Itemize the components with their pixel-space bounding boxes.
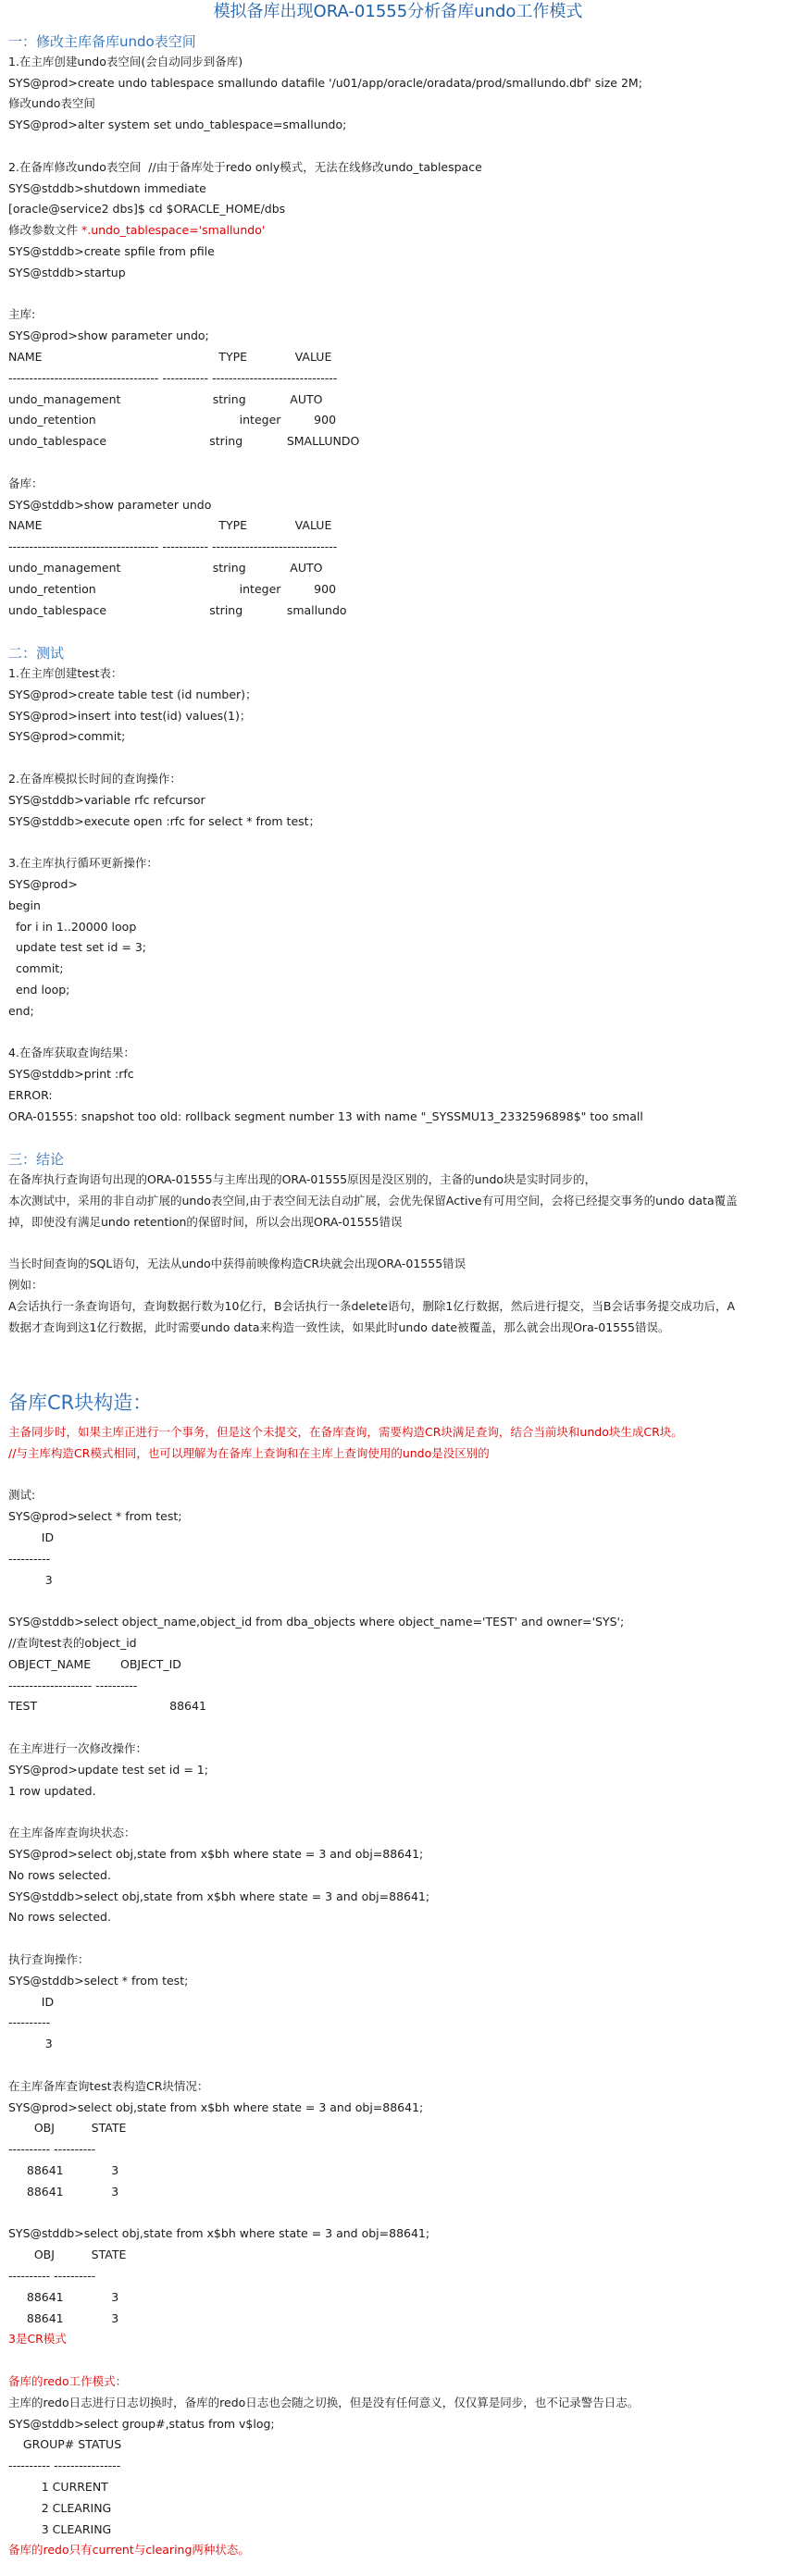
text-line: [8, 2290, 118, 2305]
line-text: SYS@stddb>print :rfc: [8, 1067, 134, 1082]
text-line: [8, 603, 347, 618]
text-line: [8, 666, 122, 681]
line-text: 修改undo表空间: [8, 96, 95, 111]
line-text: 88641 3: [8, 2310, 119, 2325]
text-line: [8, 1299, 735, 1314]
highlight-note: [8, 1425, 683, 1440]
line-text: SYS@prod>select obj,state from x$bh where state = 3 and obj=88641;: [8, 1847, 424, 1861]
line-text: ----------: [8, 2015, 51, 2030]
line-text: SYS@stddb>shutdown immediate: [8, 180, 206, 195]
text-line: [8, 202, 285, 217]
text-line: [8, 1826, 136, 1840]
line-text: undo_management string AUTO: [8, 561, 323, 575]
text-line: [8, 1004, 34, 1019]
text-line: [8, 1215, 402, 1230]
line-text: SYS@prod>create undo tablespace smallundo datafile '/u01/app/oracle/oradata/prod/smallundo.dbf' size 2M;: [8, 75, 642, 90]
line-text: end loop;: [8, 983, 70, 997]
text-line: [8, 328, 209, 343]
line-text: NAME TYPE VALUE: [8, 350, 332, 364]
text-line: [8, 1257, 466, 1271]
text-line: [8, 1763, 208, 1777]
line-text: 掉，即使没有满足undo retention的保留时间，所以会出现ORA-01555错误: [8, 1214, 403, 1229]
text-line: [8, 2121, 126, 2136]
text-line: [8, 1657, 181, 1672]
line-text: GROUP# STATUS: [8, 2437, 122, 2452]
text-line: [8, 1573, 53, 1588]
text-line: [8, 2522, 111, 2537]
section-heading: [8, 1151, 64, 1168]
line-text: OBJ STATE: [8, 2248, 127, 2262]
line-text: update test set id = 3;: [8, 940, 147, 955]
line-text: No rows selected.: [8, 1867, 111, 1882]
line-text: SYS@stddb>variable rfc refcursor: [8, 792, 205, 807]
text-line: [8, 1109, 643, 1124]
line-text: begin: [8, 898, 41, 912]
line-text: ----------: [8, 1551, 51, 1566]
text-line: [8, 1889, 429, 1904]
line-text: commit;: [8, 961, 64, 976]
text-line: [8, 434, 359, 449]
text-line: [8, 1530, 54, 1545]
line-text: ID: [8, 1994, 55, 2009]
line-text: OBJ STATE: [8, 2121, 127, 2136]
text-line: [8, 920, 136, 935]
line-text: 1.在主库创建test表：: [8, 666, 123, 680]
text-line: [8, 1488, 35, 1503]
line-text: 备库：: [8, 476, 44, 490]
text-line: [8, 2037, 53, 2051]
text-line: [8, 1784, 96, 1799]
line-text: 1 CURRENT: [8, 2480, 108, 2494]
text-line: [8, 2226, 429, 2241]
highlight-note: [8, 1446, 490, 1461]
line-text: undo_tablespace string SMALLUNDO: [8, 434, 360, 449]
line-text: 1.在主库创建undo表空间(会自动同步到备库): [8, 54, 243, 68]
text-line: [8, 2185, 118, 2199]
text-line: [8, 1552, 50, 1567]
line-text: ---------- ----------------: [8, 2458, 121, 2473]
line-text: ---------- ----------: [8, 2269, 96, 2283]
line-text: //查询test表的object_id: [8, 1636, 137, 1650]
text-line: [8, 1067, 134, 1082]
line-text: 主库的redo日志进行日志切换时，备库的redo日志也会随之切换，但是没有任何意义，仅仅算是同步，也不记录警告日志。: [8, 2395, 640, 2409]
line-text: 备库的redo工作模式：: [8, 2374, 128, 2388]
section-heading: [8, 1391, 152, 1415]
text-line: [8, 1636, 137, 1651]
text-line: [8, 1847, 423, 1862]
text-line: [8, 729, 125, 744]
text-line: [8, 961, 63, 976]
line-text: ---------- ----------: [8, 2142, 96, 2157]
text-line: [8, 582, 336, 597]
text-line: [8, 2100, 423, 2115]
text-line: [8, 1172, 596, 1187]
text-line: [8, 772, 181, 786]
text-line: [8, 940, 146, 955]
line-text: 备库CR块构造：: [8, 1392, 153, 1415]
line-text: SYS@stddb>select object_name,object_id from dba_objects where object_name='TEST' and owner='SYS';: [8, 1615, 625, 1629]
text-line: [8, 2458, 120, 2473]
text-line: [8, 2417, 275, 2432]
line-text: 本次测试中，采用的非自动扩展的undo表空间,由于表空间无法自动扩展，会优先保留Active有可用空间，会将已经提交事务的undo data覆盖: [8, 1194, 738, 1208]
text-line: [8, 55, 243, 69]
line-text: SYS@prod>create table test (id number)；: [8, 687, 257, 701]
text-line: [8, 2311, 118, 2326]
text-line: [8, 1995, 54, 2010]
text-line: [8, 898, 41, 913]
line-text: 二：测试: [8, 645, 65, 663]
text-line: [8, 518, 331, 533]
text-line: [8, 983, 69, 997]
line-text: 1 row updated.: [8, 1783, 96, 1798]
line-text: 3是CR模式: [8, 2332, 67, 2347]
text-line: [8, 413, 336, 427]
line-text: 2.在备库修改undo表空间 //由于备库处于redo only模式，无法在线修改undo_tablespace: [8, 159, 482, 174]
line-text: A会话执行一条查询语句，查询数据行数为10亿行，B会话执行一条delete语句，删除1亿行数据，然后进行提交，当B会话事务提交成功后，A: [8, 1299, 735, 1313]
line-text: 一：修改主库备库undo表空间: [8, 33, 196, 50]
text-line: [8, 2437, 121, 2452]
text-line: [8, 392, 322, 407]
text-line: [8, 856, 158, 871]
line-text: SYS@prod>commit;: [8, 729, 126, 744]
highlight-text: *.undo_tablespace='smallundo': [81, 223, 266, 238]
text-line: [8, 1741, 147, 1756]
line-text: 备库的redo只有current与clearing两种状态。: [8, 2543, 250, 2557]
text-line: [8, 223, 265, 238]
text-line: [8, 1320, 670, 1335]
text-line: [8, 1974, 188, 1988]
line-text: ------------------------------------ ----------- ------------------------------: [8, 370, 338, 385]
line-text: [oracle@service2 dbs]$ cd $ORACLE_HOME/dbs: [8, 202, 286, 217]
text-line: [8, 2269, 95, 2284]
line-text: SYS@prod>select obj,state from x$bh where state = 3 and obj=88641;: [8, 2099, 424, 2114]
line-text: SYS@stddb>create spfile from pfile: [8, 244, 215, 258]
text-line: [8, 1194, 738, 1208]
text-line: [8, 2015, 50, 2030]
text-line: [8, 793, 205, 808]
line-text: 数据才查询到这1亿行数据，此时需要undo data来构造一致性读，如果此时undo date被覆盖，那么就会出现Ora-01555错误。: [8, 1319, 670, 1334]
text-line: [8, 307, 35, 322]
highlight-note: [8, 2332, 67, 2347]
text-line: [8, 1046, 135, 1060]
text-line: [8, 1678, 137, 1693]
line-text: end;: [8, 1003, 34, 1018]
line-text: SYS@prod>select * from test;: [8, 1509, 182, 1524]
text-line: [8, 687, 257, 702]
highlight-note: [8, 2374, 127, 2389]
page-title: 模拟备库出现ORA-01555分析备库undo工作模式: [213, 2, 583, 21]
text-line: [8, 877, 78, 892]
line-text: 主库:: [8, 307, 36, 322]
text-line: [8, 266, 126, 280]
line-text: for i in 1..20000 loop: [8, 919, 137, 934]
text-line: [8, 160, 482, 175]
text-line: [8, 2480, 108, 2495]
line-text: 在备库执行查询语句出现的ORA-01555与主库出现的ORA-01555原因是没区别的，主备的undo块是实时同步的，: [8, 1172, 597, 1187]
text-line: [8, 181, 206, 196]
line-text: SYS@prod>insert into test(id) values(1)；: [8, 708, 252, 723]
text-line: [8, 1699, 206, 1714]
text-line: [8, 1910, 111, 1925]
line-text: ERROR:: [8, 1088, 53, 1102]
line-text: NAME TYPE VALUE: [8, 518, 332, 533]
line-text: ID: [8, 1530, 55, 1544]
line-text: No rows selected.: [8, 1910, 111, 1925]
line-text: TEST 88641: [8, 1699, 206, 1714]
line-text: undo_retention integer 900: [8, 413, 337, 427]
line-text: 88641 3: [8, 2184, 119, 2198]
text-line: [8, 561, 322, 576]
text-line: [8, 1088, 53, 1103]
text-line: [8, 2248, 126, 2262]
line-text: undo_management string AUTO: [8, 391, 323, 406]
line-text: ORA-01555: snapshot too old: rollback segment number 13 with name "_SYSSMU13_2332596898$" too small: [8, 1108, 643, 1123]
text-line: [8, 96, 95, 111]
line-text: SYS@stddb>show parameter undo: [8, 497, 212, 512]
line-text: 2 CLEARING: [8, 2500, 112, 2515]
line-text: 在主库备库查询块状态：: [8, 1826, 136, 1840]
section-heading: [8, 645, 64, 662]
text-line: [8, 1509, 181, 1524]
text-line: [8, 1868, 111, 1883]
line-text: 当长时间查询的SQL语句，无法从undo中获得前映像构造CR块就会出现ORA-01555错误: [8, 1257, 466, 1271]
section-heading: [8, 33, 196, 50]
line-text: SYS@prod>alter system set undo_tablespace=smallundo;: [8, 118, 347, 132]
line-text: SYS@stddb>execute open :rfc for select * from test；: [8, 813, 321, 828]
line-text: 3 CLEARING: [8, 2521, 112, 2536]
line-text: 88641 3: [8, 2289, 119, 2304]
text-line: [8, 2501, 111, 2516]
text-line: [8, 2163, 118, 2178]
text-line: [8, 350, 331, 365]
text-line: [8, 709, 251, 724]
line-text: 2.在备库模拟长时间的查询操作：: [8, 772, 181, 786]
line-text: 3.在主库执行循环更新操作：: [8, 856, 158, 871]
text-line: [8, 1278, 44, 1293]
line-text: 在主库备库查询test表构造CR块情况：: [8, 2078, 209, 2093]
line-text: undo_tablespace string smallundo: [8, 602, 347, 617]
line-text: SYS@stddb>select group#,status from v$log;: [8, 2416, 275, 2431]
line-text: 3: [8, 2037, 53, 2051]
line-text: SYS@prod>: [8, 877, 78, 891]
text-line: [8, 1615, 624, 1629]
text-line: [8, 477, 44, 491]
line-text: SYS@prod>update test set id = 1;: [8, 1762, 208, 1777]
line-text: 4.在备库获取查询结果：: [8, 1046, 135, 1060]
line-text: SYS@stddb>select * from test;: [8, 1973, 189, 1988]
text-line: [8, 76, 642, 91]
line-text: //与主库构造CR模式相同，也可以理解为在备库上查询和在主库上查询使用的undo是没区别的: [8, 1445, 490, 1460]
line-text: SYS@stddb>select obj,state from x$bh where state = 3 and obj=88641;: [8, 2226, 430, 2241]
line-text: ------------------------------------ ----------- ------------------------------: [8, 539, 338, 554]
text-line: [8, 814, 320, 829]
text-line: [8, 371, 337, 386]
text-line: [8, 118, 346, 132]
line-text: SYS@stddb>select obj,state from x$bh where state = 3 and obj=88641;: [8, 1889, 430, 1903]
line-text: 修改参数文件: [8, 223, 81, 238]
line-text: SYS@stddb>startup: [8, 265, 126, 279]
line-text: 测试:: [8, 1488, 36, 1503]
text-line: [8, 1952, 90, 1967]
line-text: undo_retention integer 900: [8, 581, 337, 596]
text-line: [8, 498, 211, 513]
text-line: [8, 244, 215, 259]
line-text: 三：结论: [8, 1151, 65, 1169]
text-line: [8, 539, 337, 554]
line-text: SYS@prod>show parameter undo;: [8, 328, 209, 343]
text-line: [8, 2079, 208, 2094]
line-text: 在主库进行一次修改操作：: [8, 1741, 148, 1755]
line-text: OBJECT_NAME OBJECT_ID: [8, 1656, 181, 1671]
line-text: 88641 3: [8, 2163, 119, 2177]
line-text: -------------------- ----------: [8, 1678, 138, 1692]
text-line: [8, 2142, 95, 2157]
highlight-note: [8, 2543, 250, 2557]
line-text: 例如：: [8, 1278, 44, 1293]
line-text: 执行查询操作：: [8, 1952, 90, 1966]
text-line: [8, 2396, 639, 2410]
line-text: 主备同步时，如果主库正进行一个事务，但是这个未提交，在备库查询，需要构造CR块满足查询，结合当前块和undo块生成CR块。: [8, 1425, 683, 1439]
line-text: 3: [8, 1572, 53, 1587]
